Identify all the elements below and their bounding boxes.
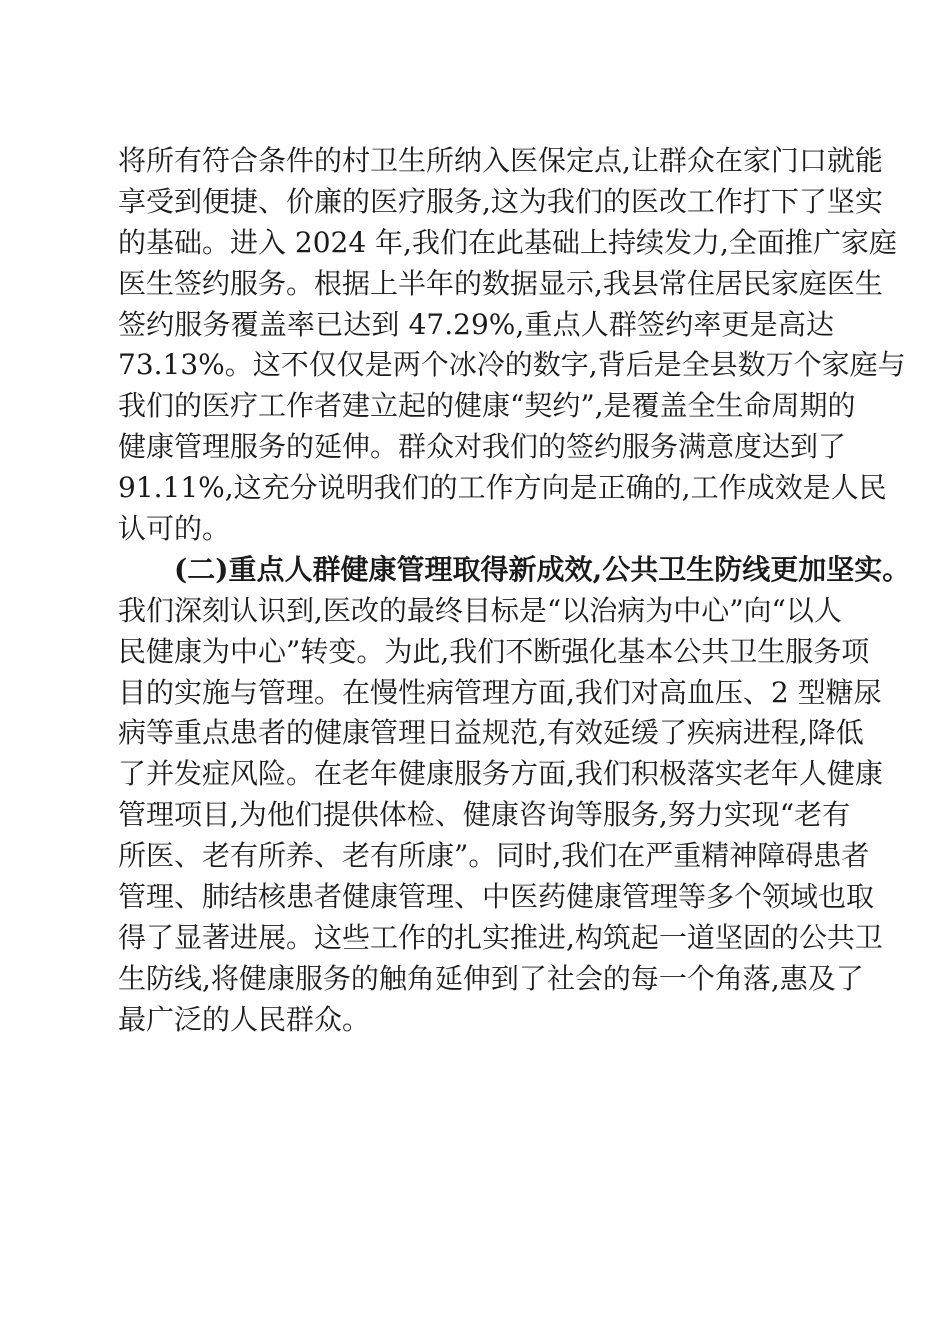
paragraph-line: 健康管理服务的延伸。群众对我们的签约服务满意度达到了 xyxy=(118,430,847,464)
paragraph-line: 将所有符合条件的村卫生所纳入医保定点,让群众在家门口就能 xyxy=(118,144,883,177)
paragraph-line: 生防线,将健康服务的触角延伸到了社会的每一个角落,惠及了 xyxy=(118,961,864,995)
paragraph-line: 签约服务覆盖率已达到 47.29%,重点人群签约率更是高达 xyxy=(118,307,834,341)
paragraph-line: 我们深刻认识到,医改的最终目标是“以治病为中心”向“以人 xyxy=(118,593,842,627)
body-text xyxy=(118,141,911,1041)
section-heading: (二)重点人群健康管理取得新成效,公共卫生防线更加坚实。 xyxy=(174,552,911,586)
paragraph-line: 91.11%,这充分说明我们的工作方向是正确的,工作成效是人民 xyxy=(118,471,887,505)
paragraph-line: 医生签约服务。根据上半年的数据显示,我县常住居民家庭医生 xyxy=(118,266,883,300)
paragraph-line: 73.13%。这不仅仅是两个冰冷的数字,背后是全县数万个家庭与 xyxy=(118,348,906,382)
paragraph-line: 认可的。 xyxy=(118,512,231,546)
paragraph-line: 享受到便捷、价廉的医疗服务,这为我们的医改工作打下了坚实 xyxy=(118,184,883,218)
paragraph-1 xyxy=(118,141,906,550)
paragraph-line: 民健康为中心”转变。为此,我们不断强化基本公共卫生服务项 xyxy=(118,634,870,668)
paragraph-line: 病等重点患者的健康管理日益规范,有效延缓了疾病进程,降低 xyxy=(118,716,864,750)
paragraph-line: 最广泛的人民群众。 xyxy=(118,1002,371,1036)
paragraph-2 xyxy=(118,550,911,1041)
paragraph-line: 我们的医疗工作者建立起的健康“契约”,是覆盖全生命周期的 xyxy=(118,389,856,423)
paragraph-line: 所医、老有所养、老有所康”。同时,我们在严重精神障碍患者 xyxy=(118,839,870,873)
paragraph-line: 的基础。进入 2024 年,我们在此基础上持续发力,全面推广家庭 xyxy=(118,225,897,259)
paragraph-line: 了并发症风险。在老年健康服务方面,我们积极落实老年人健康 xyxy=(118,757,883,791)
paragraph-line: 目的实施与管理。在慢性病管理方面,我们对高血压、2 型糖尿 xyxy=(118,675,882,709)
paragraph-line: 管理项目,为他们提供体检、健康咨询等服务,努力实现“老有 xyxy=(118,798,851,832)
paragraph-line: 管理、肺结核患者健康管理、中医药健康管理等多个领域也取 xyxy=(118,880,875,914)
paragraph-line: 得了显著进展。这些工作的扎实推进,构筑起一道坚固的公共卫 xyxy=(118,920,883,954)
